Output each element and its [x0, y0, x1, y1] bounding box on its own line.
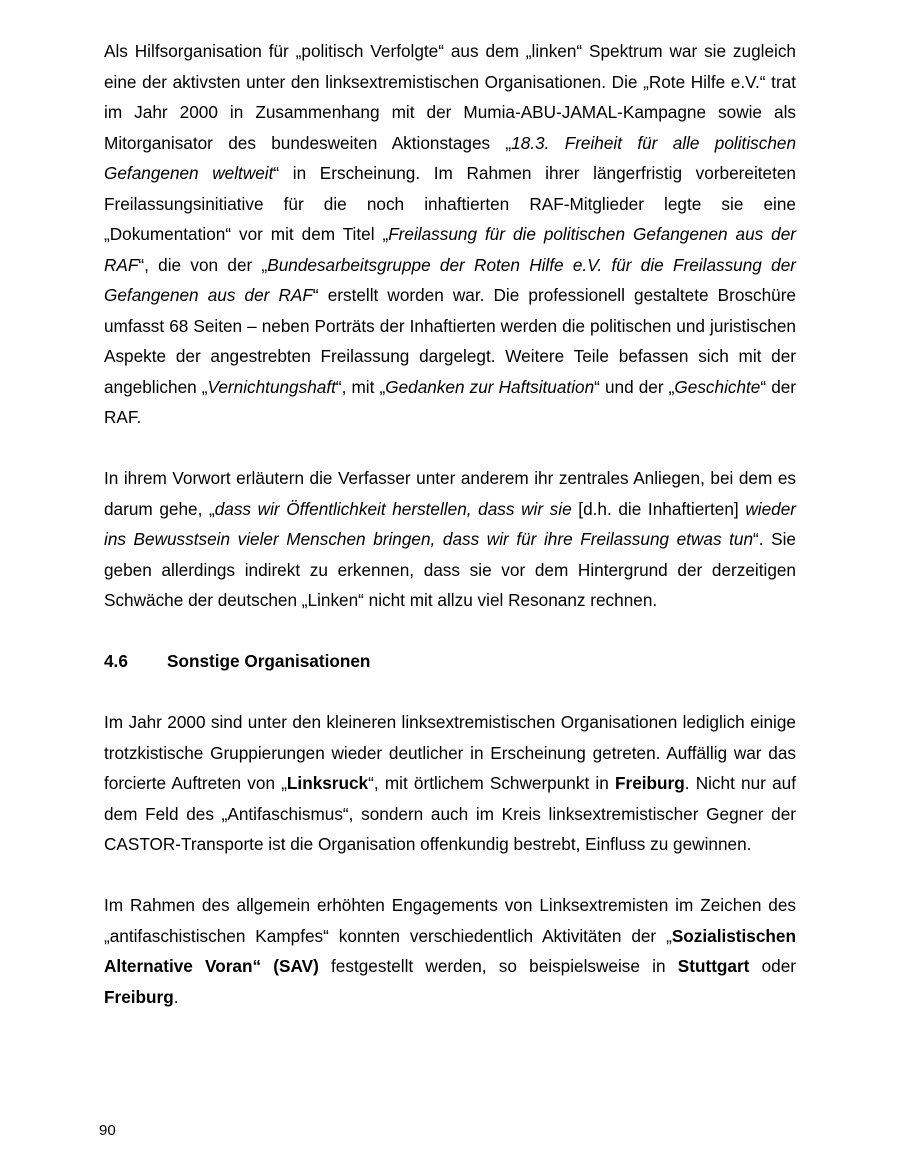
italic-run: dass wir Öffentlichkeit herstellen, dass wir sie: [214, 498, 572, 519]
text-run: Im Rahmen des allgemein erhöhten Engagements von Linksextremisten im Zeichen des „antifaschistischen Kampfes“ konnten verschiedentlich Aktivitäten der „: [104, 895, 796, 946]
italic-run: Gedanken zur Haftsituation: [385, 376, 595, 397]
text-run: . Nicht nur auf dem Feld des „Antifaschismus“, sondern auch im Kreis linksextremistischer Gegner der CASTOR-Transporte ist die Organisation offenkundig bestrebt, Einfluss zu gewinnen.: [104, 773, 796, 854]
italic-run: Geschichte: [674, 376, 761, 397]
text-run: “, mit „: [335, 376, 386, 397]
paragraph-linksruck: [104, 707, 796, 860]
italic-run: Vernichtungshaft: [207, 376, 336, 397]
italic-run: Bundesarbeitsgruppe der Roten Hilfe e.V. für die Freilassung der Gefangenen aus der RAF: [104, 254, 796, 305]
paragraph-spacer: [104, 860, 796, 891]
bold-run: Sozialistischen Alternative Voran“ (SAV): [104, 925, 796, 976]
text-run: Im Jahr 2000 sind unter den kleineren linksextremistischen Organisationen lediglich einige trotzkistische Gruppierungen wieder deutlicher in Erscheinung getreten. Auffällig war das forcierte Auftreten von „: [104, 712, 796, 793]
text-run: “ und der „: [594, 376, 675, 397]
paragraph-sav: [104, 890, 796, 1012]
text-run: In ihrem Vorwort erläutern die Verfasser unter anderem ihr zentrales Anliegen, bei dem es darum gehe, „: [104, 468, 796, 519]
text-run: .: [173, 986, 179, 1007]
page-number: 90: [99, 1122, 116, 1139]
text-run: “, die von der „: [138, 254, 268, 275]
text-run: “. Sie geben allerdings indirekt zu erkennen, dass sie vor dem Hintergrund der derzeitigen Schwäche der deutschen „Linken“ nicht mit allzu viel Resonanz rechnen.: [104, 529, 796, 610]
text-run: “, mit örtlichem Schwerpunkt in: [368, 773, 615, 793]
paragraph-spacer: [104, 677, 796, 708]
text-run: Als Hilfsorganisation für „politisch Verfolgte“ aus dem „linken“ Spektrum war sie zugleich eine der aktivsten unter den linksextremistischen Organisationen. Die „Rote Hilfe e.V.“ trat im Jahr 2000 in Zusammenhang mit der Mumia-ABU-JAMAL-Kampagne sowie als Mitorganisator des bundesweiten Aktionstages „: [104, 41, 796, 153]
text-run: “ in Erscheinung. Im Rahmen ihrer längerfristig vorbereiteten Freilassungsinitiative für die noch inhaftierten RAF-Mitglieder legte sie eine „Dokumentation“ vor mit dem Titel „: [104, 163, 796, 244]
paragraph-rote-hilfe: [104, 36, 796, 433]
italic-run: Freilassung für die politischen Gefangenen aus der RAF: [104, 224, 796, 275]
italic-run: wieder ins Bewusstsein vieler Menschen bringen, dass wir für ihre Freilassung etwas tun: [104, 498, 796, 549]
section-title: Sonstige Organisationen: [167, 651, 371, 671]
text-run: “ der RAF.: [104, 376, 797, 427]
paragraph-spacer: [104, 616, 796, 647]
document-page: [104, 36, 796, 1012]
section-number: 4.6: [104, 651, 128, 671]
bold-run: Freiburg: [615, 773, 685, 793]
text-run: oder: [749, 956, 797, 976]
text-run: festgestellt werden, so beispielsweise in: [318, 956, 678, 976]
paragraph-spacer: [104, 433, 796, 464]
bold-run: Linksruck: [286, 773, 369, 793]
text-run: [d.h. die Inhaftierten]: [571, 498, 746, 519]
bold-run: Freiburg: [104, 986, 174, 1007]
italic-run: 18.3. Freiheit für alle politischen Gefangenen weltweit: [104, 132, 797, 183]
text-run: “ erstellt worden war. Die professionell gestaltete Broschüre umfasst 68 Seiten – neben Porträts der Inhaftierten werden die politischen und juristischen Aspekte der angestrebten Freilassung dargelegt. Weitere Teile befassen sich mit der angeblichen „: [104, 285, 796, 397]
paragraph-vorwort: [104, 463, 796, 616]
bold-run: Stuttgart: [677, 956, 750, 976]
section-heading: [104, 646, 796, 677]
